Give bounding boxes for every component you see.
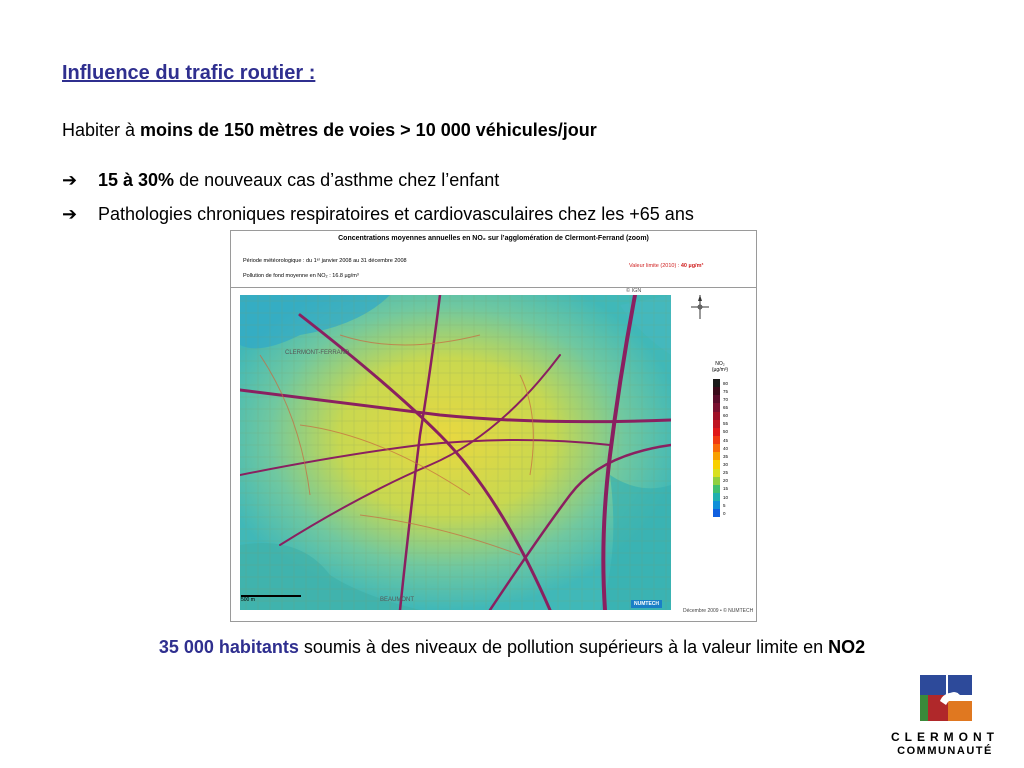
legend-value: 60 — [723, 413, 729, 419]
intro-bold: moins de 150 mètres de voies > 10 000 véhicules/jour — [140, 120, 597, 140]
map-label-beaumont: BEAUMONT — [380, 597, 415, 603]
logo-line-1: CLERMONT — [891, 730, 999, 744]
bottom-text: soumis à des niveaux de pollution supérieurs à la valeur limite en — [298, 637, 829, 657]
legend-swatch — [713, 460, 720, 468]
scale-bar — [241, 595, 301, 603]
legend-swatch — [713, 452, 720, 460]
legend-value: 0 — [723, 510, 726, 516]
bullet-2-text: Pathologies chroniques respiratoires et cardiovasculaires chez les +65 ans — [98, 204, 694, 224]
slide-title: Influence du trafic routier : — [62, 62, 316, 84]
legend-swatch — [713, 493, 720, 501]
map-label-clermont: CLERMONT-FERRAND — [285, 350, 350, 356]
figure-period: Période météorologique : du 1ᵉʳ janvier 2008 au 31 décembre 2008 — [243, 258, 407, 264]
legend-swatch — [713, 436, 720, 444]
legend-title: NO₂ (µg/m³) — [711, 361, 729, 373]
legend-row — [713, 501, 728, 509]
legend-value: 50 — [723, 429, 729, 435]
legend-row — [713, 395, 728, 403]
limit-label: Valeur limite (2010) : — [629, 263, 681, 269]
numtech-badge: NUMTECH — [631, 600, 662, 608]
no2-label: NO2 — [828, 637, 866, 657]
legend-row — [713, 387, 728, 395]
limit-value: 40 µg/m³ — [680, 263, 704, 269]
legend-value: 35 — [723, 453, 729, 459]
figure-header — [231, 231, 756, 288]
right-arrow-icon: ➔ — [62, 170, 78, 190]
legend-value: 40 — [723, 445, 729, 451]
bottom-statement — [0, 637, 1024, 658]
legend-value: 75 — [723, 388, 729, 394]
legend-swatch — [713, 477, 720, 485]
logo-line-2: COMMUNAUTÉ — [897, 745, 993, 757]
legend-row — [713, 379, 728, 387]
legend-row — [713, 444, 728, 452]
no2-legend — [713, 379, 728, 517]
legend-swatch — [713, 412, 720, 420]
logo-mark — [920, 675, 972, 725]
figure-background: Pollution de fond moyenne en NO₂ : 16.8 µg/m³ — [243, 273, 359, 279]
legend-swatch — [713, 469, 720, 477]
habitants-count: 35 000 habitants — [158, 637, 299, 657]
legend-row — [713, 469, 728, 477]
legend-value: 45 — [723, 437, 729, 443]
legend-value: 80 — [723, 380, 729, 386]
bullet-item-1 — [62, 170, 499, 191]
legend-swatch — [713, 395, 720, 403]
legend-swatch — [713, 485, 720, 493]
right-arrow-icon: ➔ — [62, 204, 78, 224]
clermont-communaute-logo — [870, 675, 1020, 760]
legend-value: 65 — [723, 404, 729, 410]
legend-swatch — [713, 403, 720, 411]
legend-row — [713, 509, 728, 517]
legend-row — [713, 477, 728, 485]
legend-value: 10 — [723, 494, 729, 500]
legend-swatch — [713, 379, 720, 387]
intro-line — [62, 120, 597, 141]
legend-swatch — [713, 509, 720, 517]
legend-value: 70 — [723, 396, 729, 402]
legend-value: 55 — [723, 421, 729, 427]
map-image — [240, 295, 671, 610]
legend-row — [713, 420, 728, 428]
compass-icon — [689, 293, 711, 321]
bullet-item-2 — [62, 204, 694, 225]
legend-row — [713, 452, 728, 460]
scale-label: 500 m — [241, 597, 255, 603]
legend-value: 15 — [723, 486, 729, 492]
bullet-1-bold: 15 à 30% — [98, 170, 175, 190]
ign-copyright: © IGN — [626, 288, 642, 294]
legend-value: 5 — [723, 502, 726, 508]
figure-stamp: Décembre 2009 • © NUMTECH — [683, 608, 754, 614]
legend-row — [713, 403, 728, 411]
legend-row — [713, 428, 728, 436]
intro-prefix: Habiter à — [62, 120, 141, 140]
figure-limit — [629, 263, 703, 269]
legend-swatch — [713, 420, 720, 428]
legend-row — [713, 493, 728, 501]
pollution-map — [240, 295, 671, 610]
legend-row — [713, 460, 728, 468]
legend-row — [713, 485, 728, 493]
legend-swatch — [713, 444, 720, 452]
no2-map-figure — [230, 230, 757, 622]
legend-value: 25 — [723, 470, 729, 476]
legend-row — [713, 412, 728, 420]
legend-value: 30 — [723, 461, 729, 467]
legend-row — [713, 436, 728, 444]
legend-swatch — [713, 428, 720, 436]
bullet-1-text: de nouveaux cas d’asthme chez l’enfant — [174, 170, 500, 190]
legend-swatch — [713, 387, 720, 395]
legend-value: 20 — [723, 478, 729, 484]
legend-swatch — [713, 501, 720, 509]
figure-title: Concentrations moyennes annuelles en NO₂ sur l’agglomération de Clermont-Ferrand (zoom) — [338, 235, 649, 242]
